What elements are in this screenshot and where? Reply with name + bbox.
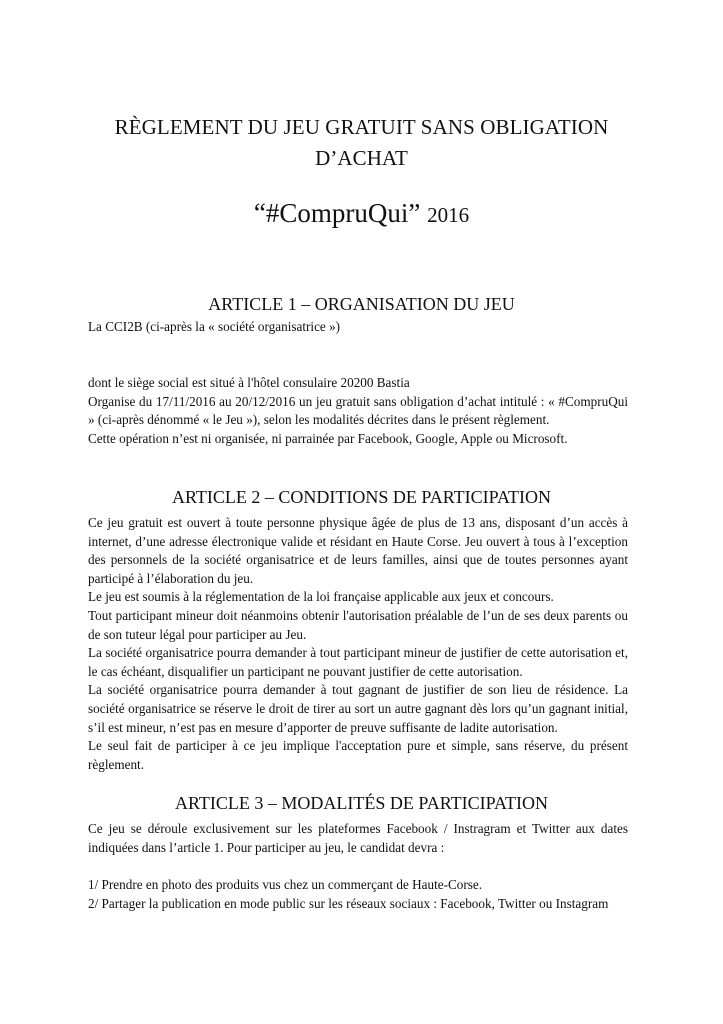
article-2-heading: ARTICLE 2 – CONDITIONS DE PARTICIPATION [171,487,552,507]
document-title-line-1: RÈGLEMENT DU JEU GRATUIT SANS OBLIGATION [114,115,609,139]
article-2-paragraph: Le jeu est soumis à la réglementation de la loi française applicable aux jeux et concours. [88,589,554,605]
article-1-paragraph: Cette opération n’est ni organisée, ni parrainée par Facebook, Google, Apple ou Microsoft. [88,430,568,446]
game-year: 2016 [427,203,470,227]
article-3-intro [88,820,628,857]
article-2-paragraph: La société organisatrice pourra demander à tout gagnant de justifier de son lieu de résidence. La société organisatrice se réserve le droit de tirer au sort un autre gagnant dès lors qu’un gagnant initial, s’il est mineur, n’est pas en mesure d’apporter de preuve suffisante de ladite autorisation. [88,682,628,735]
article-2-body [88,514,628,774]
article-1-paragraph: Organise du 17/11/2016 au 20/12/2016 un jeu gratuit sans obligation d’achat intitulé : « #CompruQui » (ci-après dénommé « le Jeu »), selon les modalités décrites dans le présent règlement. [88,393,628,428]
list-item: 1/ Prendre en photo des produits vus chez un commerçant de Haute-Corse. [88,877,483,892]
article-3-steps [88,876,628,913]
article-1-intro [88,318,628,337]
list-item: 2/ Partager la publication en mode public sur les réseaux sociaux : Facebook, Twitter ou Instagram [88,895,609,911]
document-title [60,112,663,174]
article-3-paragraph: Ce jeu se déroule exclusivement sur les plateformes Facebook / Instragram et Twitter aux dates indiquées dans l’article 1. Pour participer au jeu, le candidat devra : [88,821,628,855]
article-1-paragraph: dont le siège social est situé à l'hôtel consulaire 20200 Bastia [88,375,410,390]
game-name: “#CompruQui” [253,198,421,228]
article-2-paragraph: Le seul fait de participer à ce jeu implique l'acceptation pure et simple, sans réserve, du présent règlement. [88,738,628,772]
article-2-paragraph: Ce jeu gratuit est ouvert à toute personne physique âgée de plus de 13 ans, disposant d’un accès à internet, d’une adresse électronique valide et résidant en Haute Corse. Jeu ouvert à tous à l’exception des personnels de la société organisatrice et de leurs familles, ainsi que de toutes personnes ayant participé à l’élaboration du jeu. [88,515,628,586]
article-1-organizer: La CCI2B (ci-après la « société organisatrice ») [88,319,341,334]
article-2-paragraph: La société organisatrice pourra demander à tout participant mineur de justifier de cette autorisation et, le cas échéant, disqualifier un participant ne pouvant justifier de cette autorisation. [88,645,628,679]
article-2-paragraph: Tout participant mineur doit néanmoins obtenir l'autorisation préalable de l’un de ses deux parents ou de son tuteur légal pour participer au Jeu. [88,607,628,642]
article-3-heading: ARTICLE 3 – MODALITÉS DE PARTICIPATION [174,793,549,813]
document-title-line-2: D’ACHAT [315,146,408,170]
article-1-heading: ARTICLE 1 – ORGANISATION DU JEU [208,294,515,314]
article-1-body [88,374,628,448]
document-subtitle [60,196,663,232]
